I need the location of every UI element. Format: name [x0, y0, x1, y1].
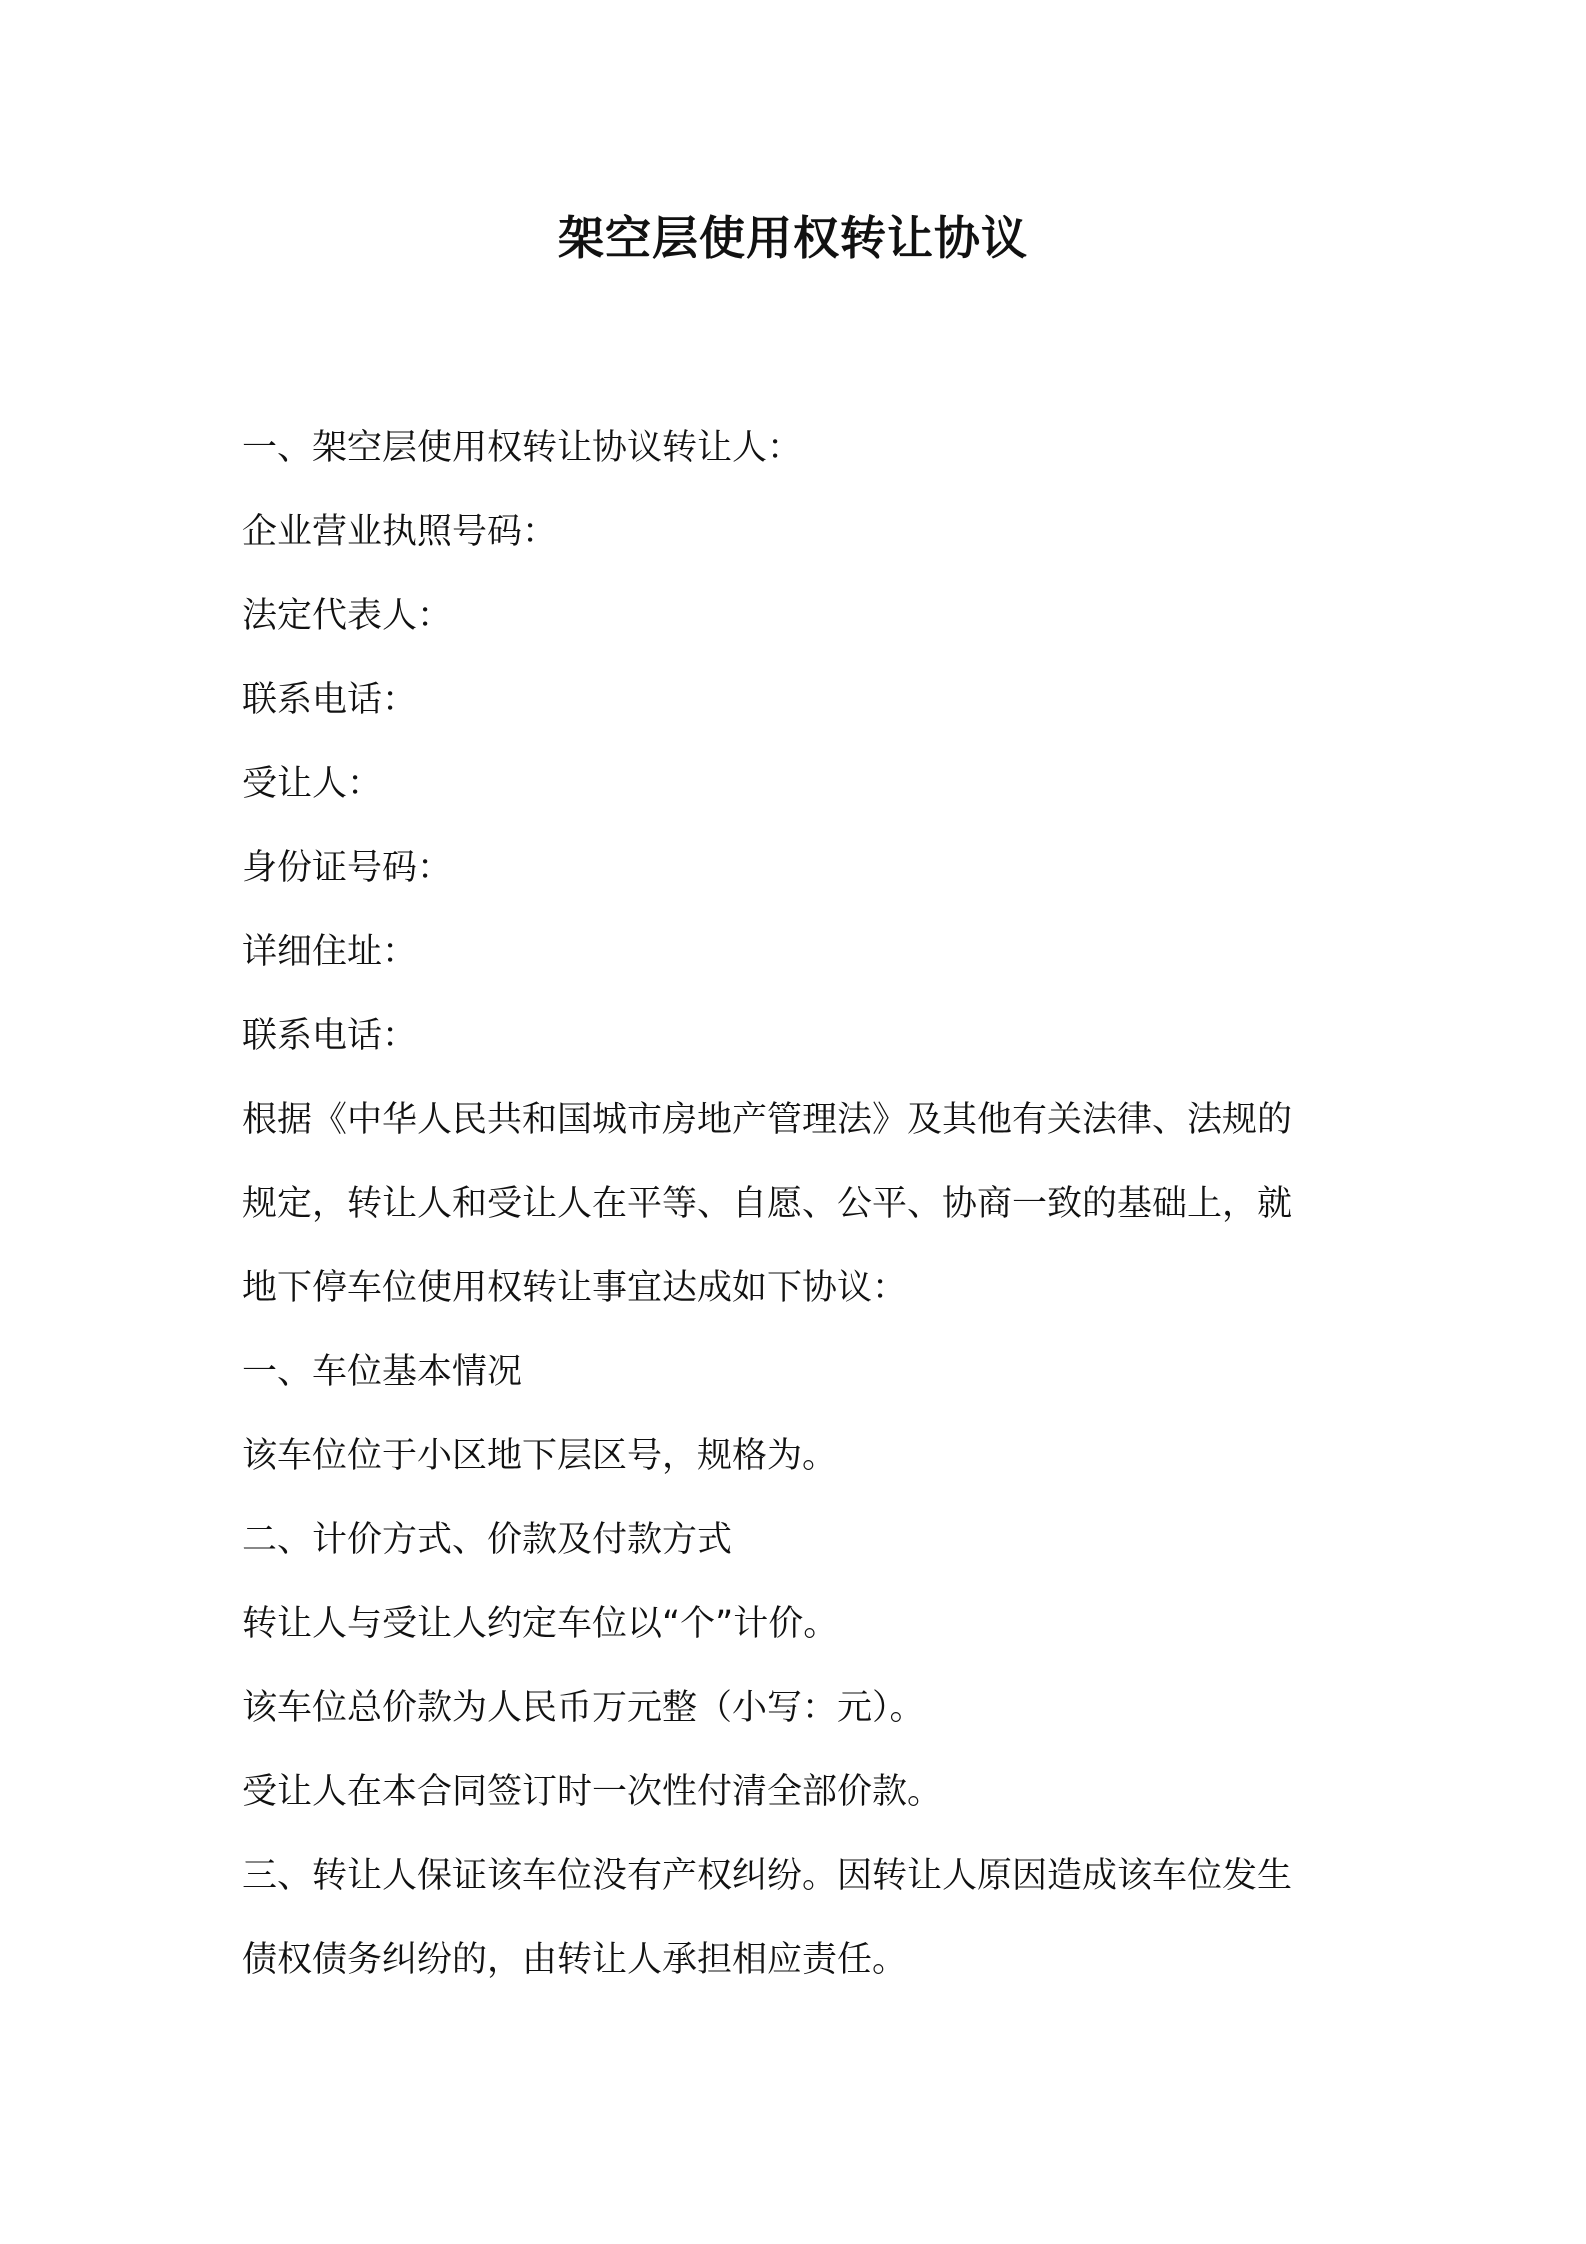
- section-2-payment: 受让人在本合同签订时一次性付清全部价款。: [242, 1772, 943, 1812]
- preamble-line-1: 根据《中华人民共和国城市房地产管理法》及其他有关法律、法规的: [242, 1100, 1293, 1140]
- transferee-phone-field: 联系电话：: [242, 1016, 418, 1056]
- address-field: 详细住址：: [242, 932, 418, 972]
- document-body: [242, 406, 1358, 2002]
- transferee-field: 受让人：: [242, 764, 383, 804]
- section-2-pricing: 转让人与受让人约定车位以“个”计价。: [242, 1604, 839, 1644]
- section-2-total-price: 该车位总价款为人民币万元整（小写：元）。: [242, 1688, 925, 1728]
- business-license-field: 企业营业执照号码：: [242, 512, 558, 552]
- section-2-heading: 二、计价方式、价款及付款方式: [242, 1520, 733, 1560]
- preamble-line-2: 规定，转让人和受让人在平等、自愿、公平、协商一致的基础上，就: [242, 1184, 1293, 1224]
- document-title: 架空层使用权转让协议: [558, 211, 1028, 265]
- legal-representative-field: 法定代表人：: [242, 596, 453, 636]
- transferor-heading: 一、架空层使用权转让协议转让人：: [242, 428, 803, 468]
- section-1-heading: 一、车位基本情况: [242, 1352, 523, 1392]
- preamble-line-3: 地下停车位使用权转让事宜达成如下协议：: [242, 1268, 908, 1308]
- transferor-phone-field: 联系电话：: [242, 680, 418, 720]
- section-3-line-1: 三、转让人保证该车位没有产权纠纷。因转让人原因造成该车位发生: [242, 1856, 1293, 1896]
- section-3-line-2: 债权债务纠纷的，由转让人承担相应责任。: [242, 1940, 908, 1980]
- section-1-text: 该车位位于小区地下层区号，规格为。: [242, 1436, 838, 1476]
- id-number-field: 身份证号码：: [242, 848, 453, 888]
